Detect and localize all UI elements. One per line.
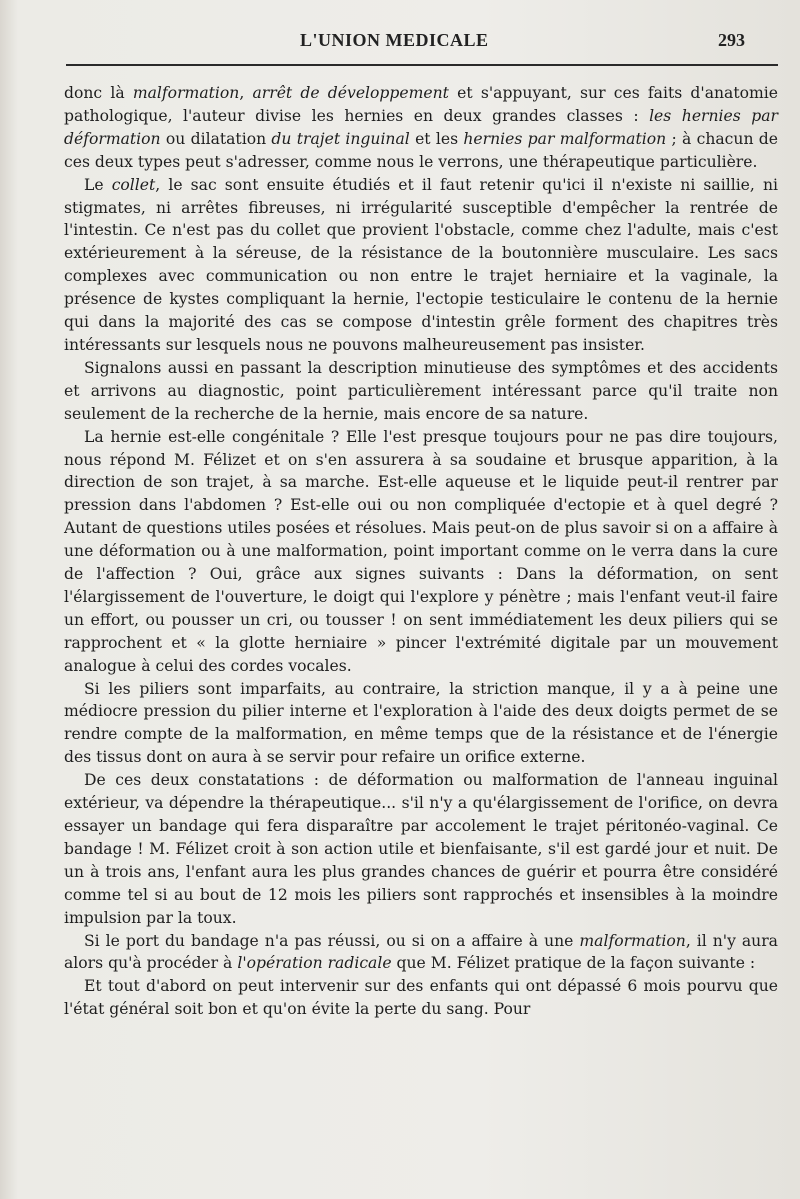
paragraph bbox=[64, 769, 778, 929]
running-head bbox=[0, 30, 800, 54]
italic-text: malformation bbox=[132, 84, 240, 102]
text-run: , il n'y aura alors qu'à procéder à bbox=[64, 931, 778, 973]
text-run: , bbox=[239, 84, 253, 102]
italic-text: arrêt de développement bbox=[252, 84, 449, 102]
paragraph bbox=[64, 975, 778, 1021]
journal-title: L'UNION MEDICALE bbox=[300, 30, 489, 50]
paragraph bbox=[64, 426, 778, 678]
italic-text: hernies par malformation bbox=[463, 129, 667, 148]
paragraph bbox=[64, 357, 778, 426]
header-rule bbox=[66, 64, 778, 66]
text-run: Si les piliers sont imparfaits, au contraire, la striction manque, il y a à peine une médiocre pression du pilier interne et l'exploration à l'aide des deux doigts permet de se rendre compte de la malformation, en même temps que de la résistance et de l'énergie des tissus dont on aura à se servir pour refaire un orifice externe. bbox=[64, 679, 778, 767]
page-number: 293 bbox=[718, 30, 745, 50]
text-run: ; à chacun de ces deux types peut s'adresser, comme nous le verrons, une thérapeutique particulière. bbox=[64, 129, 778, 171]
paragraph bbox=[64, 174, 778, 357]
paragraph bbox=[64, 930, 778, 976]
text-run: La hernie est-elle congénitale ? Elle l'est presque toujours pour ne pas dire toujours, nous répond M. Félizet et on s'en assurera à sa soudaine et brusque apparition, à la direction de son trajet, à sa marche. Est-elle aqueuse et le liquide peut-il rentrer par pression dans l'abdomen ? Est-elle oui ou non compliquée d'ectopie et à quel degré ? Autant de questions utiles posées et résolues. Mais peut-on de plus savoir si on a affaire à une déformation ou à une malformation, point important comme on le verra dans la cure de l'affection ? Oui, grâce aux signes suivants : Dans la déformation, on sent l'élargissement de l'ouverture, le doigt qui l'explore y pénètre ; mais l'enfant veut-il faire un effort, ou pousser un cri, ou tousser ! on sent immédiatement les deux piliers qui se rapprochent et « la glotte herniaire » pincer l'extrémité digitale par un mouvement analogue à celui des cordes vocales. bbox=[64, 427, 778, 675]
text-run: que M. Félizet pratique de la façon suivante : bbox=[391, 954, 756, 973]
text-run: Si le port du bandage n'a pas réussi, ou si on a affaire à une bbox=[84, 931, 580, 950]
article-body bbox=[64, 82, 778, 1021]
italic-text: collet bbox=[111, 175, 156, 194]
text-run: ou dilatation bbox=[160, 129, 272, 148]
italic-text: l'opération radicale bbox=[237, 954, 392, 973]
text-run: donc là bbox=[64, 84, 133, 102]
italic-text: malformation bbox=[579, 931, 686, 950]
text-run: Le bbox=[84, 175, 112, 194]
text-run: et les bbox=[409, 129, 464, 148]
italic-text: les hernies par déformation bbox=[64, 106, 778, 148]
text-run: Signalons aussi en passant la description minutieuse des symptômes et des accidents et arrivons au diagnostic, point particulièrement intéressant parce qu'il traite non seulement de la recherche de la hernie, mais encore de sa nature. bbox=[64, 358, 778, 423]
text-run: et s'appuyant, sur ces faits d'anatomie pathologique, l'auteur divise les hernies en deux grandes classes : bbox=[64, 84, 778, 125]
italic-text: du trajet inguinal bbox=[271, 129, 410, 148]
text-run: , le sac sont ensuite étudiés et il faut retenir qu'ici il n'existe ni saillie, ni stigmates, ni arrêtes fibreuses, ni irrégularité susceptible d'empêcher la rentrée de l'intestin. Ce n'est pas du collet que provient l'obstacle, comme chez l'adulte, mais c'est extérieurement à la séreuse, de la résistance de la boutonnière musculaire. Les sacs complexes avec communication ou non entre le trajet herniaire et la vaginale, la présence de kystes compliquant la hernie, l'ectopie testiculaire le contenu de la hernie qui dans la majorité des cas se compose d'intestin grêle forment des chapitres très intéressants sur lesquels nous ne pouvons malheureusement pas insister. bbox=[64, 175, 778, 354]
text-run: De ces deux constatations : de déformation ou malformation de l'anneau inguinal extérieur, va dépendre la thérapeutique... s'il n'y a qu'élargissement de l'orifice, on devra essayer un bandage qui fera disparaître par accolement le trajet péritonéo-vaginal. Ce bandage ! M. Félizet croit à son action utile et bienfaisante, s'il est gardé jour et nuit. De un à trois ans, l'enfant aura les plus grandes chances de guérir et pourra être considéré comme tel si au bout de 12 mois les piliers sont rapprochés et insensibles à la moindre impulsion par la toux. bbox=[64, 771, 778, 927]
text-run: Et tout d'abord on peut intervenir sur des enfants qui ont dépassé 6 mois pourvu que l'état général soit bon et qu'on évite la perte du sang. Pour bbox=[64, 977, 778, 1019]
paragraph bbox=[64, 678, 778, 770]
paragraph bbox=[64, 82, 778, 174]
